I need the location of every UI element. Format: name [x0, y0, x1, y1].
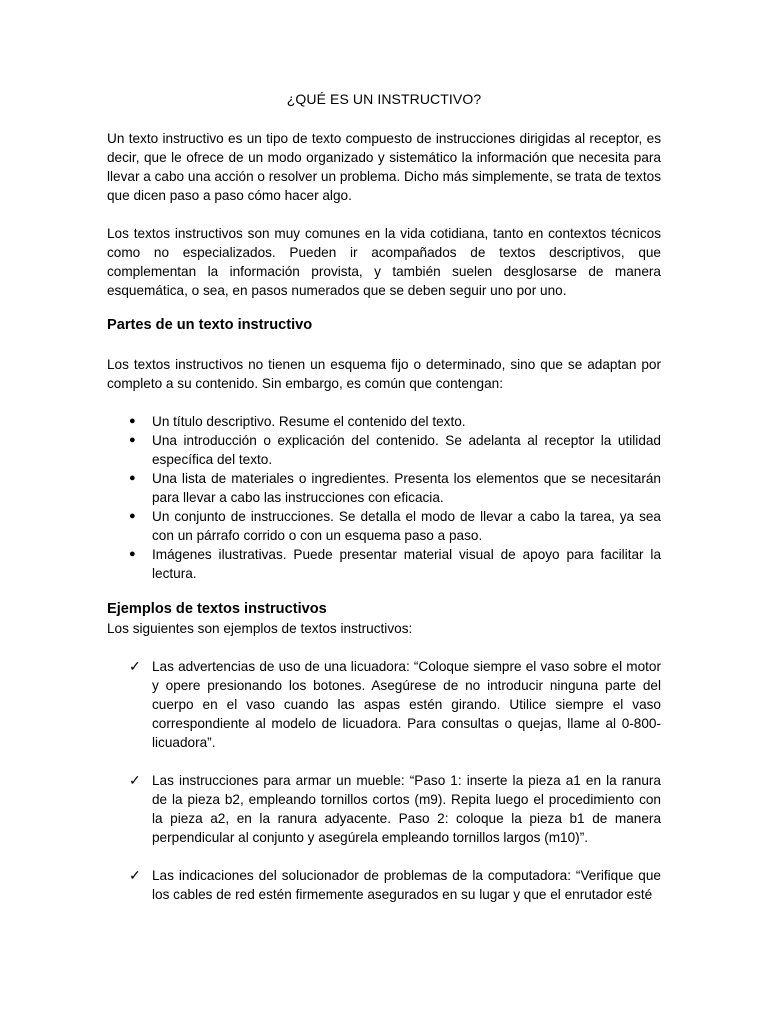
bullet-icon: ● — [129, 434, 136, 446]
list-item-text: Imágenes ilustrativas. Puede presentar material visual de apoyo para facilitar la lectura. — [152, 547, 661, 581]
document-title: ¿QUÉ ES UN INSTRUCTIVO? — [286, 91, 482, 107]
list-item — [107, 507, 661, 545]
list-item-text: Las instrucciones para armar un mueble: “Paso 1: inserte la pieza a1 en la ranura de la pieza b2, empleando tornillos cortos (m9). Repita luego el procedimiento con la pieza a2, en la ranura adyacente. Paso 2: coloque la pieza b1 de manera perpendicular al conjunto y asegúrela empleando tornillos largos (m10)”. — [152, 773, 661, 845]
intro-paragraph-2: Los textos instructivos son muy comunes en la vida cotidiana, tanto en contextos técnicos como no especializados. Pueden ir acompañados de textos descriptivos, que complementan la información provista, y también suelen desglosarse de manera esquemática, o sea, en pasos numerados que se deben seguir uno por uno. — [107, 226, 661, 298]
list-item-text: Un conjunto de instrucciones. Se detalla el modo de llevar a cabo la tarea, ya sea con un párrafo corrido o con un esquema paso a paso. — [152, 509, 661, 543]
section-heading-parts: Partes de un texto instructivo — [107, 317, 313, 333]
intro-paragraph-1: Un texto instructivo es un tipo de texto compuesto de instrucciones dirigidas al receptor, es decir, que le ofrece de un modo organizado y sistemático la información que necesita para llevar a cabo una acción o resolver un problema. Dicho más simplemente, se trata de textos que dicen paso a paso cómo hacer algo. — [107, 131, 661, 203]
list-item-text: Un título descriptivo. Resume el contenido del texto. — [152, 414, 466, 429]
bullet-icon: ● — [129, 415, 136, 427]
list-item-text: Las indicaciones del solucionador de problemas de la computadora: “Verifique que los cables de red estén firmemente asegurados en su lugar y que el enrutador esté — [152, 868, 661, 902]
parts-bullet-list — [107, 412, 661, 583]
list-item-text: Una introducción o explicación del contenido. Se adelanta al receptor la utilidad específica del texto. — [152, 433, 661, 467]
list-item — [107, 657, 661, 752]
section-parts-intro: Los textos instructivos no tienen un esquema fijo o determinado, sino que se adaptan por completo a su contenido. Sin embargo, es común que contengan: — [107, 357, 661, 391]
section-examples-intro: Los siguientes son ejemplos de textos instructivos: — [107, 621, 413, 636]
checkmark-icon: ✓ — [129, 867, 141, 883]
list-item-text: Una lista de materiales o ingredientes. Presenta los elementos que se necesitarán para llevar a cabo las instrucciones con eficacia. — [152, 471, 661, 505]
list-item — [107, 545, 661, 583]
list-item — [107, 431, 661, 469]
bullet-icon: ● — [129, 510, 136, 522]
checkmark-icon: ✓ — [129, 658, 141, 674]
list-item — [107, 469, 661, 507]
checkmark-icon: ✓ — [129, 772, 141, 788]
bullet-icon: ● — [129, 472, 136, 484]
section-heading-examples: Ejemplos de textos instructivos — [107, 601, 327, 617]
list-item — [107, 866, 661, 904]
list-item — [107, 771, 661, 847]
list-item-text: Las advertencias de uso de una licuadora: “Coloque siempre el vaso sobre el motor y opere presionando los botones. Asegúrese de no introducir ninguna parte del cuerpo en el vaso cuando las aspas estén girando. Utilice siempre el vaso correspondiente al modelo de licuadora. Para consultas o quejas, llame al 0-800-licuadora”. — [152, 659, 661, 750]
bullet-icon: ● — [129, 548, 136, 560]
examples-check-list — [107, 657, 661, 904]
list-item — [107, 412, 661, 431]
